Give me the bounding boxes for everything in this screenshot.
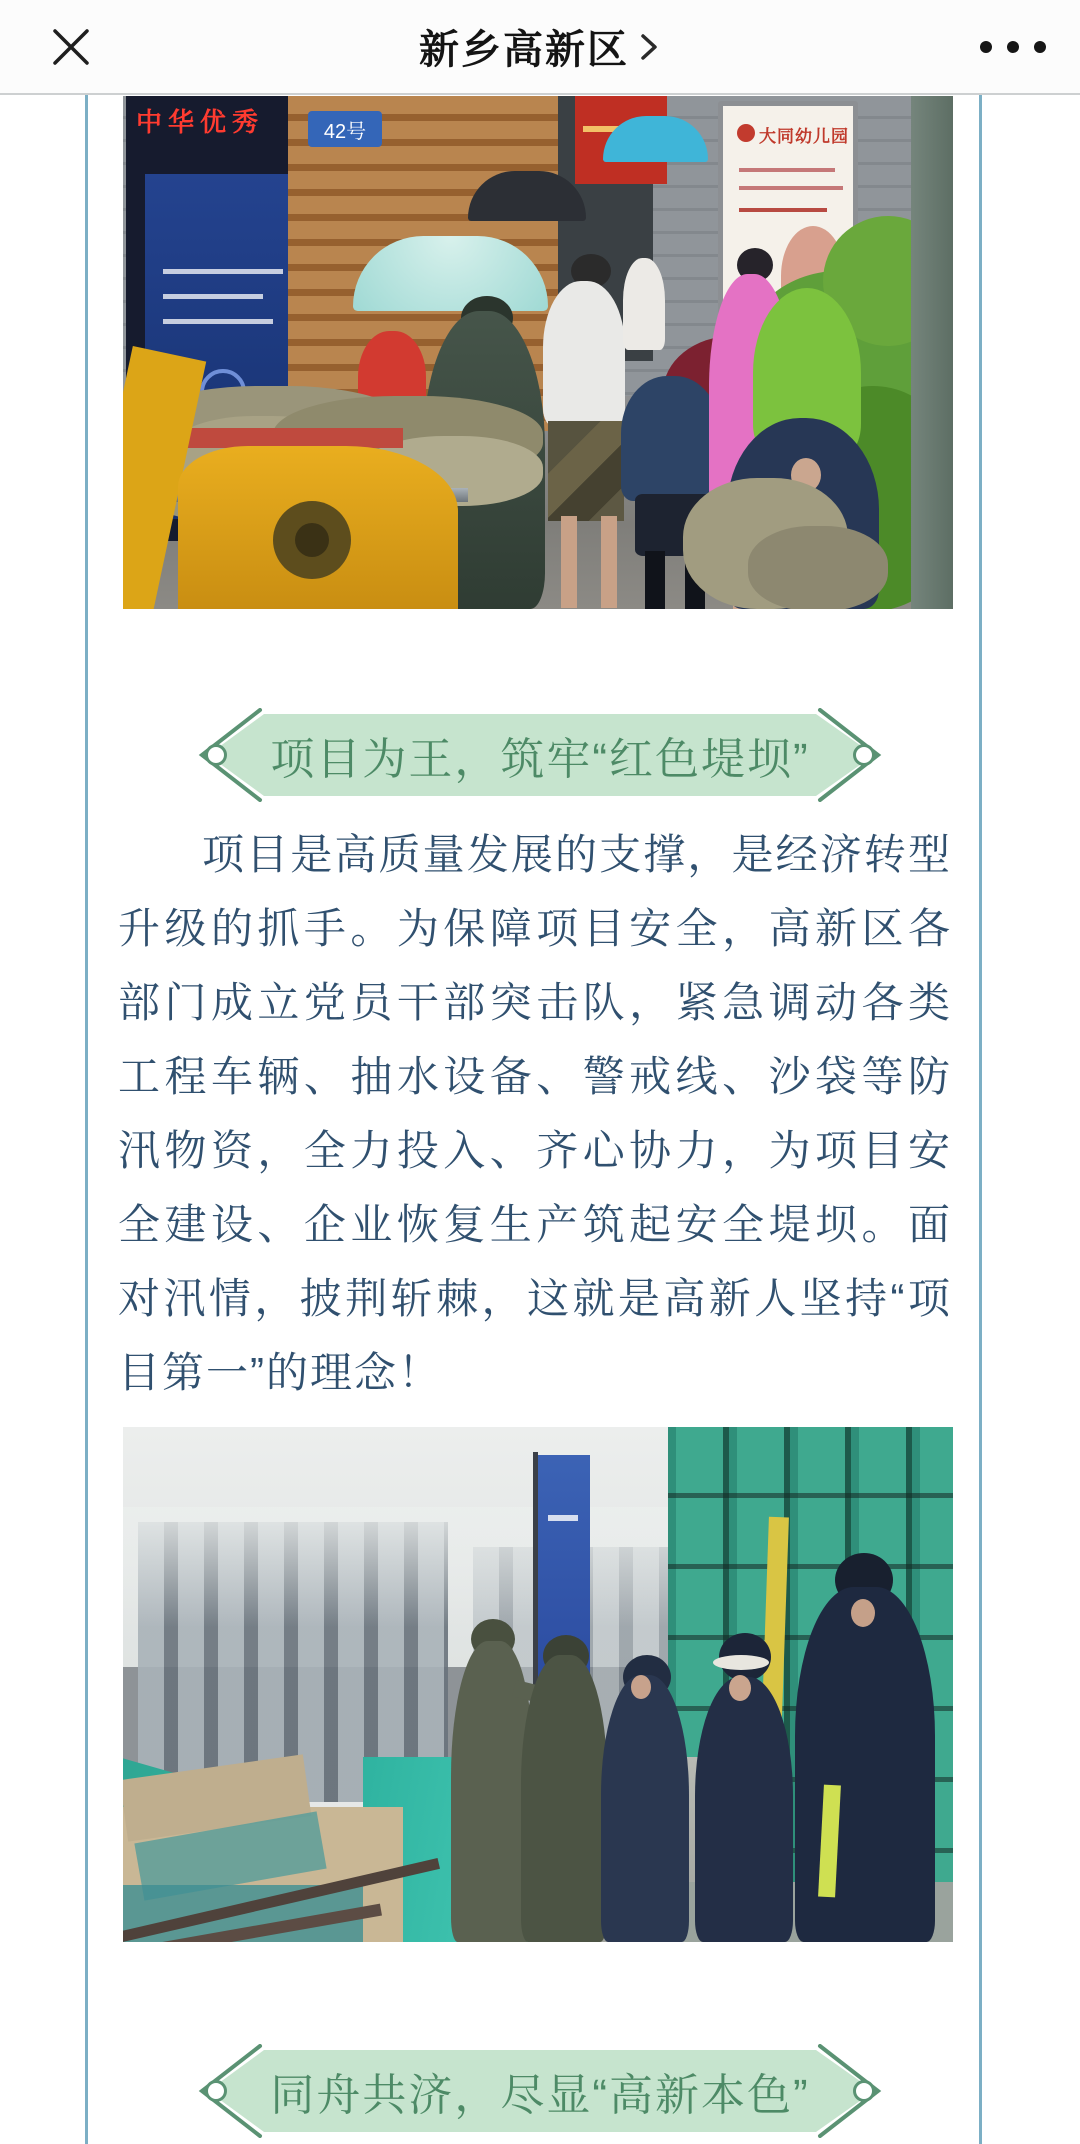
frame-line-left (85, 95, 88, 2144)
leg (601, 516, 617, 608)
frame-line-right (979, 95, 982, 2144)
section-heading-2: 同舟共济，尽显“高新本色” (270, 2071, 810, 2120)
close-icon[interactable] (48, 24, 94, 70)
camo-shorts (548, 421, 624, 521)
leg (561, 516, 577, 608)
article-paragraph: 项目是高质量发展的支撑，是经济转型升级的抓手。为保障项目安全，高新区各部门成立党员干部突击队，紧急调动各类工程车辆、抽水设备、警戒线、沙袋等防汛物资，全力投入、齐心协力，为项目安全建设、企业恢复生产筑起安全堤坝。面对汛情，披荆斩棘，这就是高新人坚持“项目第一”的理念！ (118, 831, 952, 1396)
chevron-right-icon (639, 25, 661, 69)
person-dark-raincoat (795, 1587, 935, 1942)
loader-hub-center (295, 523, 329, 557)
page-title: 新乡高新区 (419, 28, 629, 72)
person-olive-raincoat (521, 1655, 607, 1942)
navbar (0, 0, 1080, 95)
section-banner-2 (198, 2044, 882, 2138)
section-banner-1 (198, 708, 882, 802)
person-navy-jacket (621, 376, 721, 501)
section-heading-1: 项目为王，筑牢“红色堤坝” (270, 735, 810, 784)
photo-flood-street[interactable] (123, 96, 953, 609)
sign-logo (737, 124, 755, 142)
gate-pillar (911, 96, 953, 609)
rain-boot (645, 551, 665, 609)
sandbag-pile (748, 526, 888, 609)
person-navy-raincoat (601, 1675, 689, 1942)
face (851, 1599, 875, 1627)
account-title-link[interactable] (419, 18, 661, 75)
man-white-tshirt (543, 281, 625, 426)
more-menu-icon[interactable] (976, 31, 1050, 63)
child-white-top (623, 258, 665, 350)
led-red-text: 中华优秀 (136, 107, 265, 136)
photo-construction-site[interactable] (123, 1427, 953, 1942)
face (631, 1675, 651, 1699)
sign-title-text: 大同幼儿园 (759, 127, 849, 146)
person-navy-raincoat (695, 1677, 793, 1942)
face (729, 1675, 751, 1701)
white-cap-brim (713, 1655, 769, 1670)
address-plaque: 42号 (308, 111, 382, 147)
